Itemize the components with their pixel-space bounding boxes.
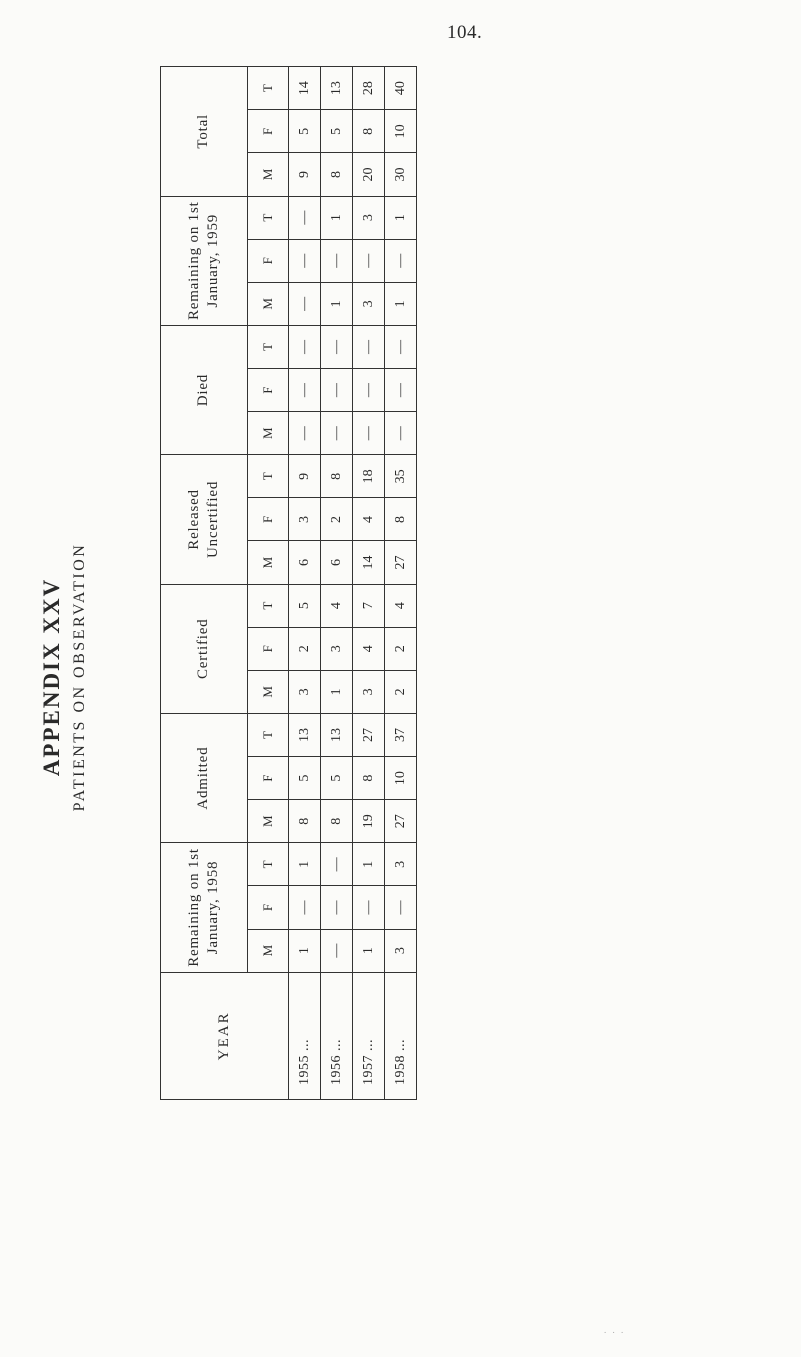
value-cell: 1	[385, 282, 417, 325]
scan-marks: . . .	[604, 1325, 626, 1335]
value-cell: 8	[321, 153, 353, 196]
sub-header-f: F	[248, 498, 289, 541]
value-cell: 13	[321, 713, 353, 756]
value-cell: —	[321, 929, 353, 972]
value-cell: 18	[353, 455, 385, 498]
value-cell: —	[385, 412, 417, 455]
group-header-certified: Certified	[161, 584, 248, 713]
sub-header-t: T	[248, 196, 289, 239]
value-cell: 13	[289, 713, 321, 756]
value-cell: 8	[353, 757, 385, 800]
group-header-admitted: Admitted	[161, 713, 248, 842]
value-cell: —	[353, 412, 385, 455]
value-cell: 8	[289, 800, 321, 843]
group-header-row	[161, 67, 248, 1100]
value-cell: 1	[321, 282, 353, 325]
value-cell: 27	[385, 800, 417, 843]
value-cell: 2	[385, 670, 417, 713]
sub-header-t: T	[248, 713, 289, 756]
sub-header-m: M	[248, 929, 289, 972]
value-cell: 3	[385, 843, 417, 886]
value-cell: 27	[385, 541, 417, 584]
value-cell: 4	[385, 584, 417, 627]
value-cell: 1	[385, 196, 417, 239]
value-cell: 3	[289, 498, 321, 541]
value-cell: —	[321, 843, 353, 886]
value-cell: 3	[353, 670, 385, 713]
value-cell: 1	[353, 843, 385, 886]
value-cell: 8	[353, 110, 385, 153]
value-cell: —	[321, 239, 353, 282]
sub-header-f: F	[248, 886, 289, 929]
observation-table	[160, 66, 417, 1100]
sub-header-t: T	[248, 584, 289, 627]
value-cell: —	[321, 369, 353, 412]
value-cell: 8	[321, 800, 353, 843]
value-cell: 7	[353, 584, 385, 627]
sub-header-f: F	[248, 369, 289, 412]
table-row	[385, 67, 417, 1100]
value-cell: 5	[289, 584, 321, 627]
value-cell: 3	[321, 627, 353, 670]
value-cell: 5	[321, 757, 353, 800]
sub-header-f: F	[248, 239, 289, 282]
sub-header-f: F	[248, 110, 289, 153]
table-row	[353, 67, 385, 1100]
value-cell: 1	[353, 929, 385, 972]
value-cell: 3	[289, 670, 321, 713]
value-cell: 13	[321, 67, 353, 110]
sub-header-t: T	[248, 843, 289, 886]
value-cell: 10	[385, 757, 417, 800]
value-cell: —	[353, 325, 385, 368]
sub-header-m: M	[248, 800, 289, 843]
value-cell: 9	[289, 153, 321, 196]
value-cell: —	[289, 239, 321, 282]
value-cell: —	[385, 325, 417, 368]
value-cell: 1	[289, 929, 321, 972]
group-header-remaining-1959: Remaining on 1st January, 1959	[161, 196, 248, 325]
sub-header-m: M	[248, 153, 289, 196]
value-cell: 1	[289, 843, 321, 886]
group-header-released-uncertified: Released Uncertified	[161, 455, 248, 584]
sub-header-m: M	[248, 282, 289, 325]
group-header-total: Total	[161, 67, 248, 197]
value-cell: —	[353, 369, 385, 412]
value-cell: 40	[385, 67, 417, 110]
value-cell: 3	[353, 282, 385, 325]
year-cell: 1955 ...	[289, 972, 321, 1099]
appendix-title: APPENDIX XXV	[39, 577, 64, 777]
sub-header-m: M	[248, 541, 289, 584]
value-cell: 14	[353, 541, 385, 584]
sub-header-t: T	[248, 67, 289, 110]
value-cell: 1	[321, 196, 353, 239]
value-cell: 6	[321, 541, 353, 584]
value-cell: 8	[321, 455, 353, 498]
year-cell: 1956 ...	[321, 972, 353, 1099]
value-cell: —	[353, 239, 385, 282]
value-cell: —	[289, 412, 321, 455]
value-cell: —	[385, 369, 417, 412]
value-cell: 4	[353, 498, 385, 541]
value-cell: 5	[289, 757, 321, 800]
value-cell: 28	[353, 67, 385, 110]
group-header-died: Died	[161, 325, 248, 454]
sub-header-t: T	[248, 455, 289, 498]
table-row	[321, 67, 353, 1100]
value-cell: —	[353, 886, 385, 929]
value-cell: 6	[289, 541, 321, 584]
value-cell: 10	[385, 110, 417, 153]
value-cell: 3	[353, 196, 385, 239]
year-cell: 1957 ...	[353, 972, 385, 1099]
sub-header-t: T	[248, 325, 289, 368]
value-cell: 2	[289, 627, 321, 670]
year-header: YEAR	[161, 972, 289, 1099]
sub-header-f: F	[248, 757, 289, 800]
value-cell: —	[321, 325, 353, 368]
page-number: 104.	[447, 22, 483, 43]
value-cell: —	[289, 282, 321, 325]
value-cell: —	[385, 886, 417, 929]
sub-header-m: M	[248, 670, 289, 713]
sub-header-f: F	[248, 627, 289, 670]
value-cell: 8	[385, 498, 417, 541]
value-cell: —	[321, 412, 353, 455]
value-cell: 20	[353, 153, 385, 196]
appendix-heading	[39, 467, 129, 887]
value-cell: 9	[289, 455, 321, 498]
year-cell: 1958 ...	[385, 972, 417, 1099]
value-cell: —	[321, 886, 353, 929]
table-row	[289, 67, 321, 1100]
value-cell: 2	[385, 627, 417, 670]
value-cell: 4	[321, 584, 353, 627]
value-cell: 3	[385, 929, 417, 972]
value-cell: 19	[353, 800, 385, 843]
value-cell: 37	[385, 713, 417, 756]
value-cell: 2	[321, 498, 353, 541]
value-cell: 1	[321, 670, 353, 713]
value-cell: —	[289, 325, 321, 368]
value-cell: 5	[289, 110, 321, 153]
group-header-remaining-1958: Remaining on 1st January, 1958	[161, 843, 248, 972]
value-cell: 35	[385, 455, 417, 498]
observation-table-wrapper	[160, 66, 412, 1100]
appendix-subtitle: PATIENTS ON OBSERVATION	[71, 542, 88, 812]
value-cell: —	[289, 886, 321, 929]
value-cell: 5	[321, 110, 353, 153]
value-cell: 4	[353, 627, 385, 670]
value-cell: —	[289, 369, 321, 412]
sub-header-m: M	[248, 412, 289, 455]
value-cell: —	[289, 196, 321, 239]
value-cell: 30	[385, 153, 417, 196]
value-cell: —	[385, 239, 417, 282]
value-cell: 14	[289, 67, 321, 110]
table-body	[289, 67, 417, 1100]
value-cell: 27	[353, 713, 385, 756]
sub-header-row	[248, 67, 289, 1100]
